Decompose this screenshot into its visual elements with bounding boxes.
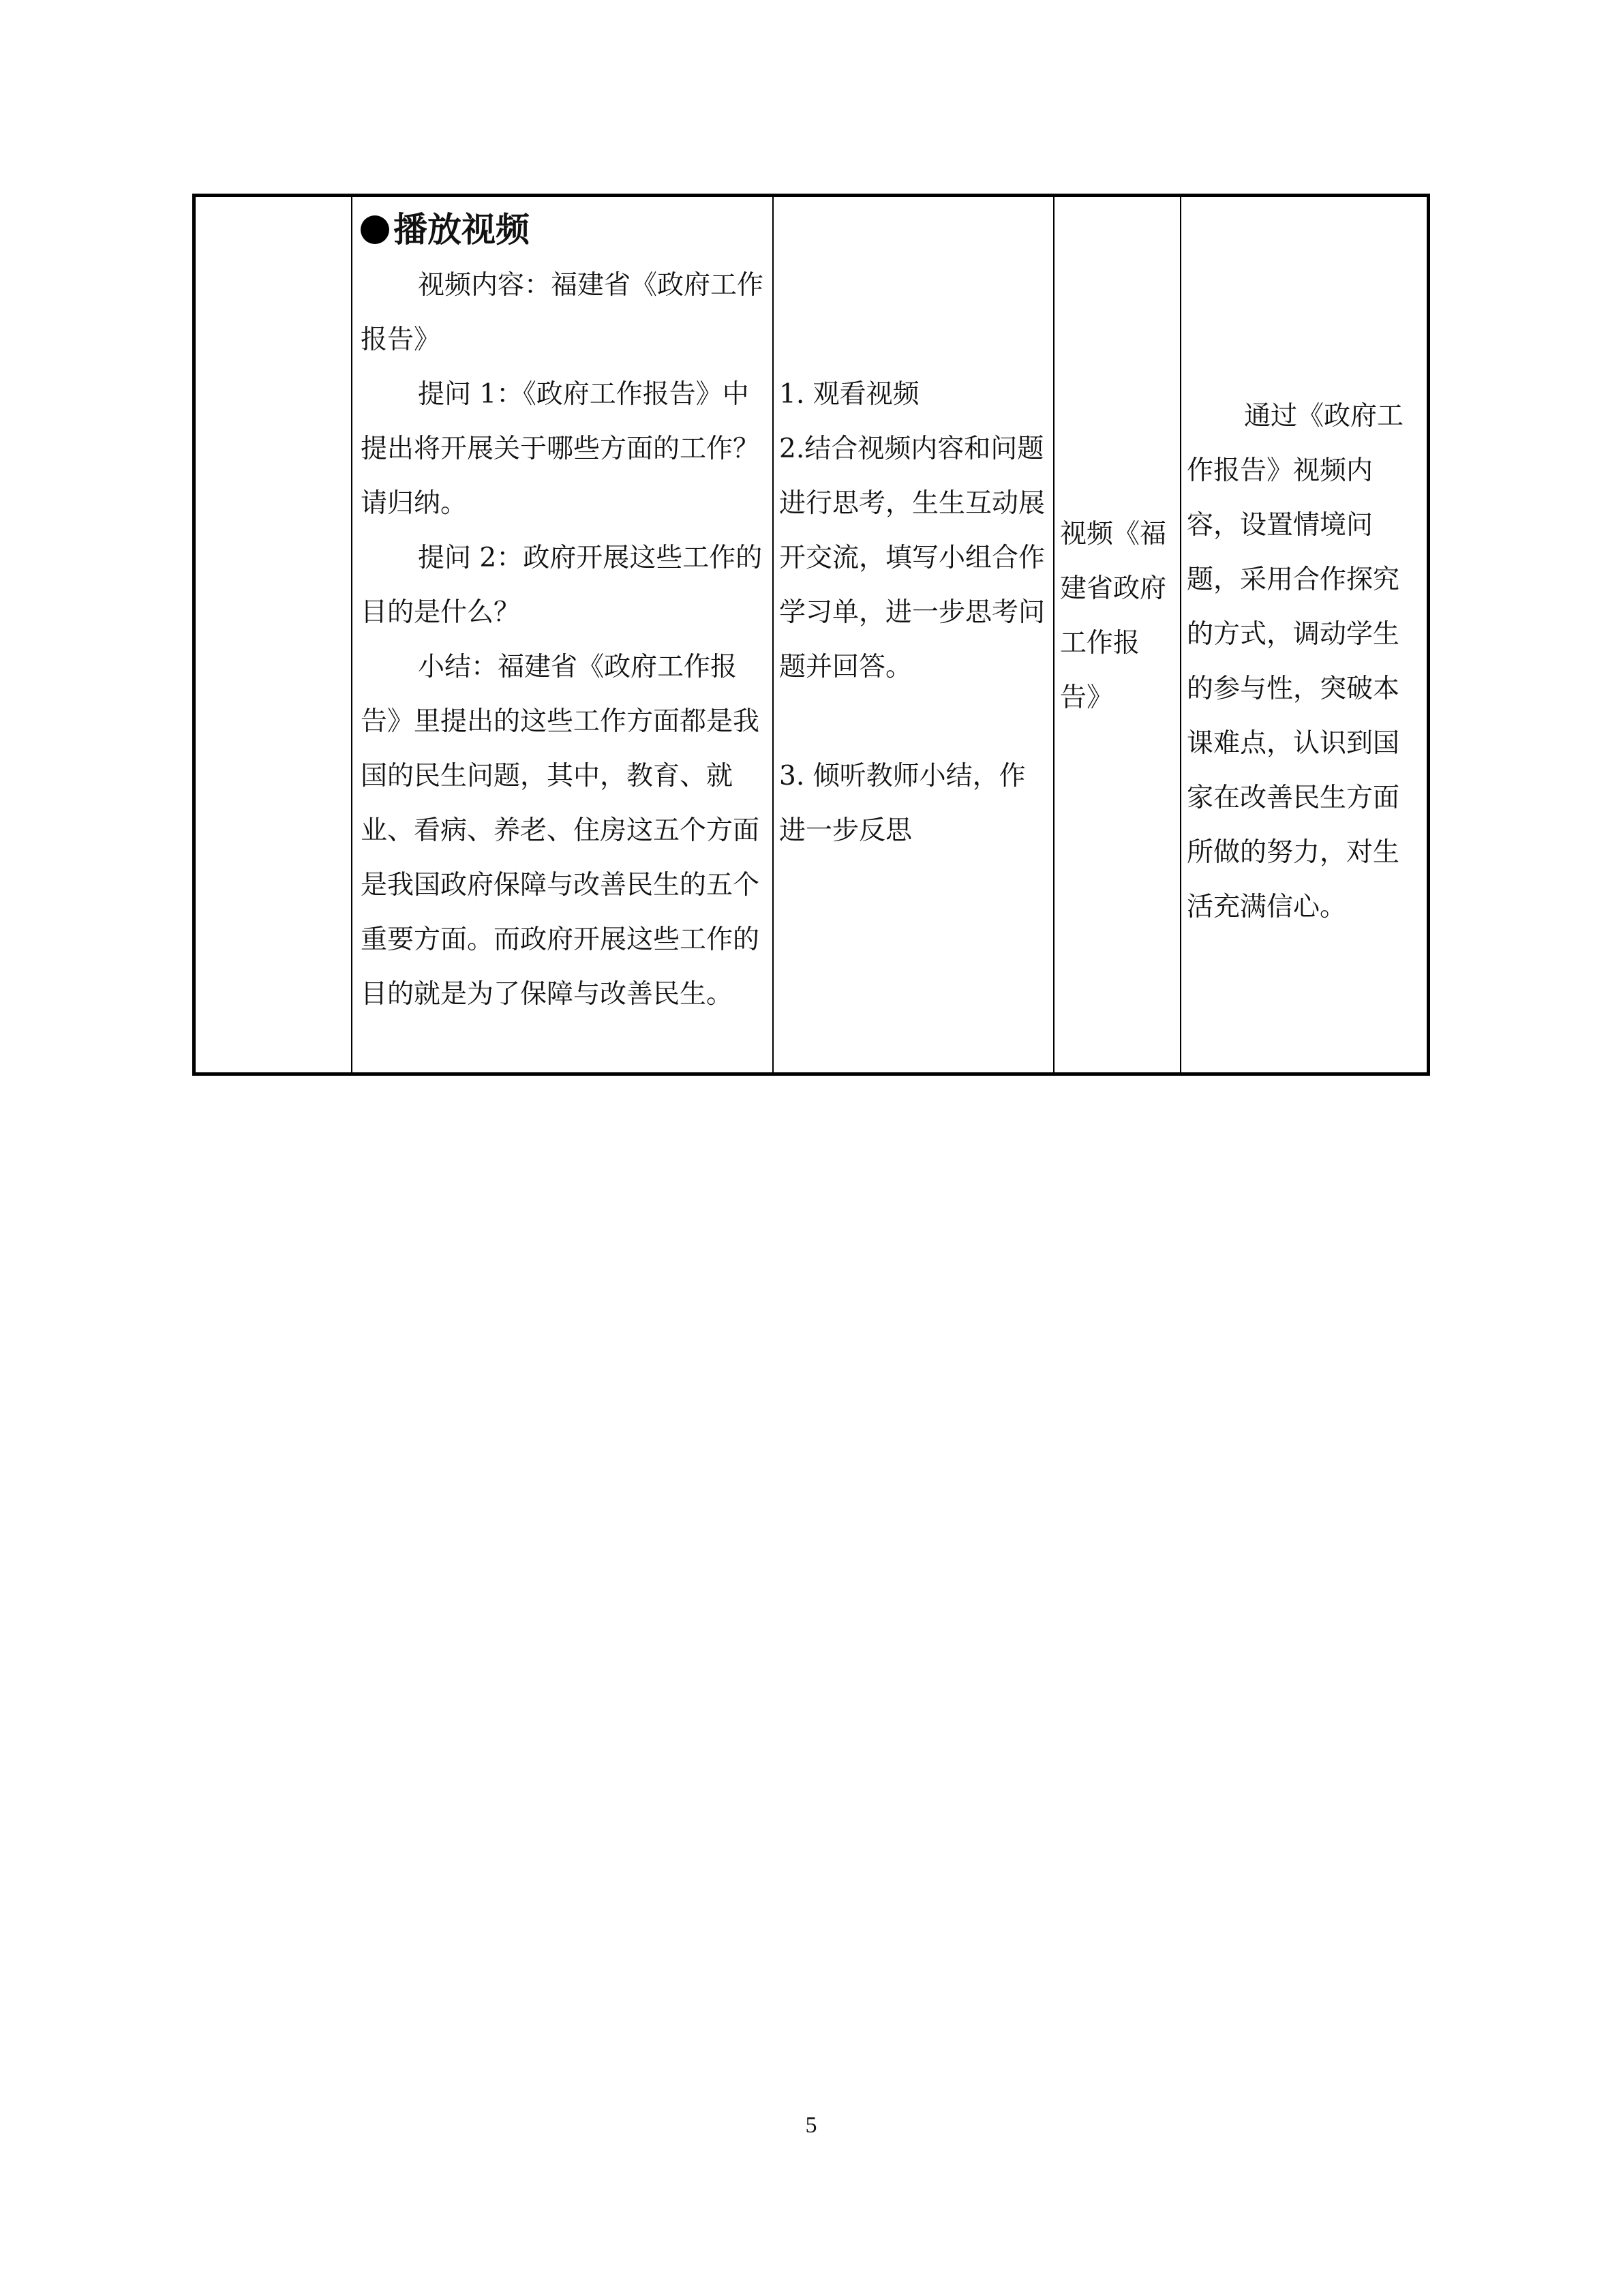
page-number: 5 [805,2113,817,2138]
teaching-content-cell [352,196,773,1074]
summary-text: 小结：福建省《政府工作报告》里提出的这些工作方面都是我国的民生问题，其中，教育、就业、看病、养老、住房这五个方面是我国政府保障与改善民生的五个重要方面。而政府开展这些工作的目的就是为了保障与改善民生。 [361,652,760,1010]
design-intent-cell [1181,196,1429,1074]
activity-step-3: 3. 倾听教师小结，作进一步反思 [779,761,1026,846]
student-activity-cell [773,196,1054,1074]
question-2-text: 提问 2：政府开展这些工作的目的是什么？ [361,543,763,628]
stage-cell [194,196,352,1074]
activity-step-1: 1. 观看视频 [779,379,920,410]
resource-text: 视频《福建省政府工作报告》 [1060,519,1167,713]
section-heading [361,204,765,256]
section-heading-text: 播放视频 [393,210,530,250]
spacer [779,695,1048,749]
table-row [194,196,1429,1074]
video-content-text: 视频内容：福建省《政府工作报告》 [361,270,764,355]
activity-step-2: 2.结合视频内容和问题进行思考，生生互动展开交流，填写小组合作学习单，进一步思考问题并回答。 [779,434,1046,682]
question-1-text: 提问 1：《政府工作报告》中提出将开展关于哪些方面的工作？请归纳。 [361,379,760,519]
bullet-icon [361,215,389,244]
resource-cell [1054,196,1181,1074]
design-intent-text: 通过《政府工作报告》视频内容，设置情境问题，采用合作探究的方式，调动学生的参与性，突破本课难点，认识到国家在改善民生方面所做的努力，对生活充满信心。 [1187,401,1404,922]
lesson-plan-table [192,194,1430,1076]
